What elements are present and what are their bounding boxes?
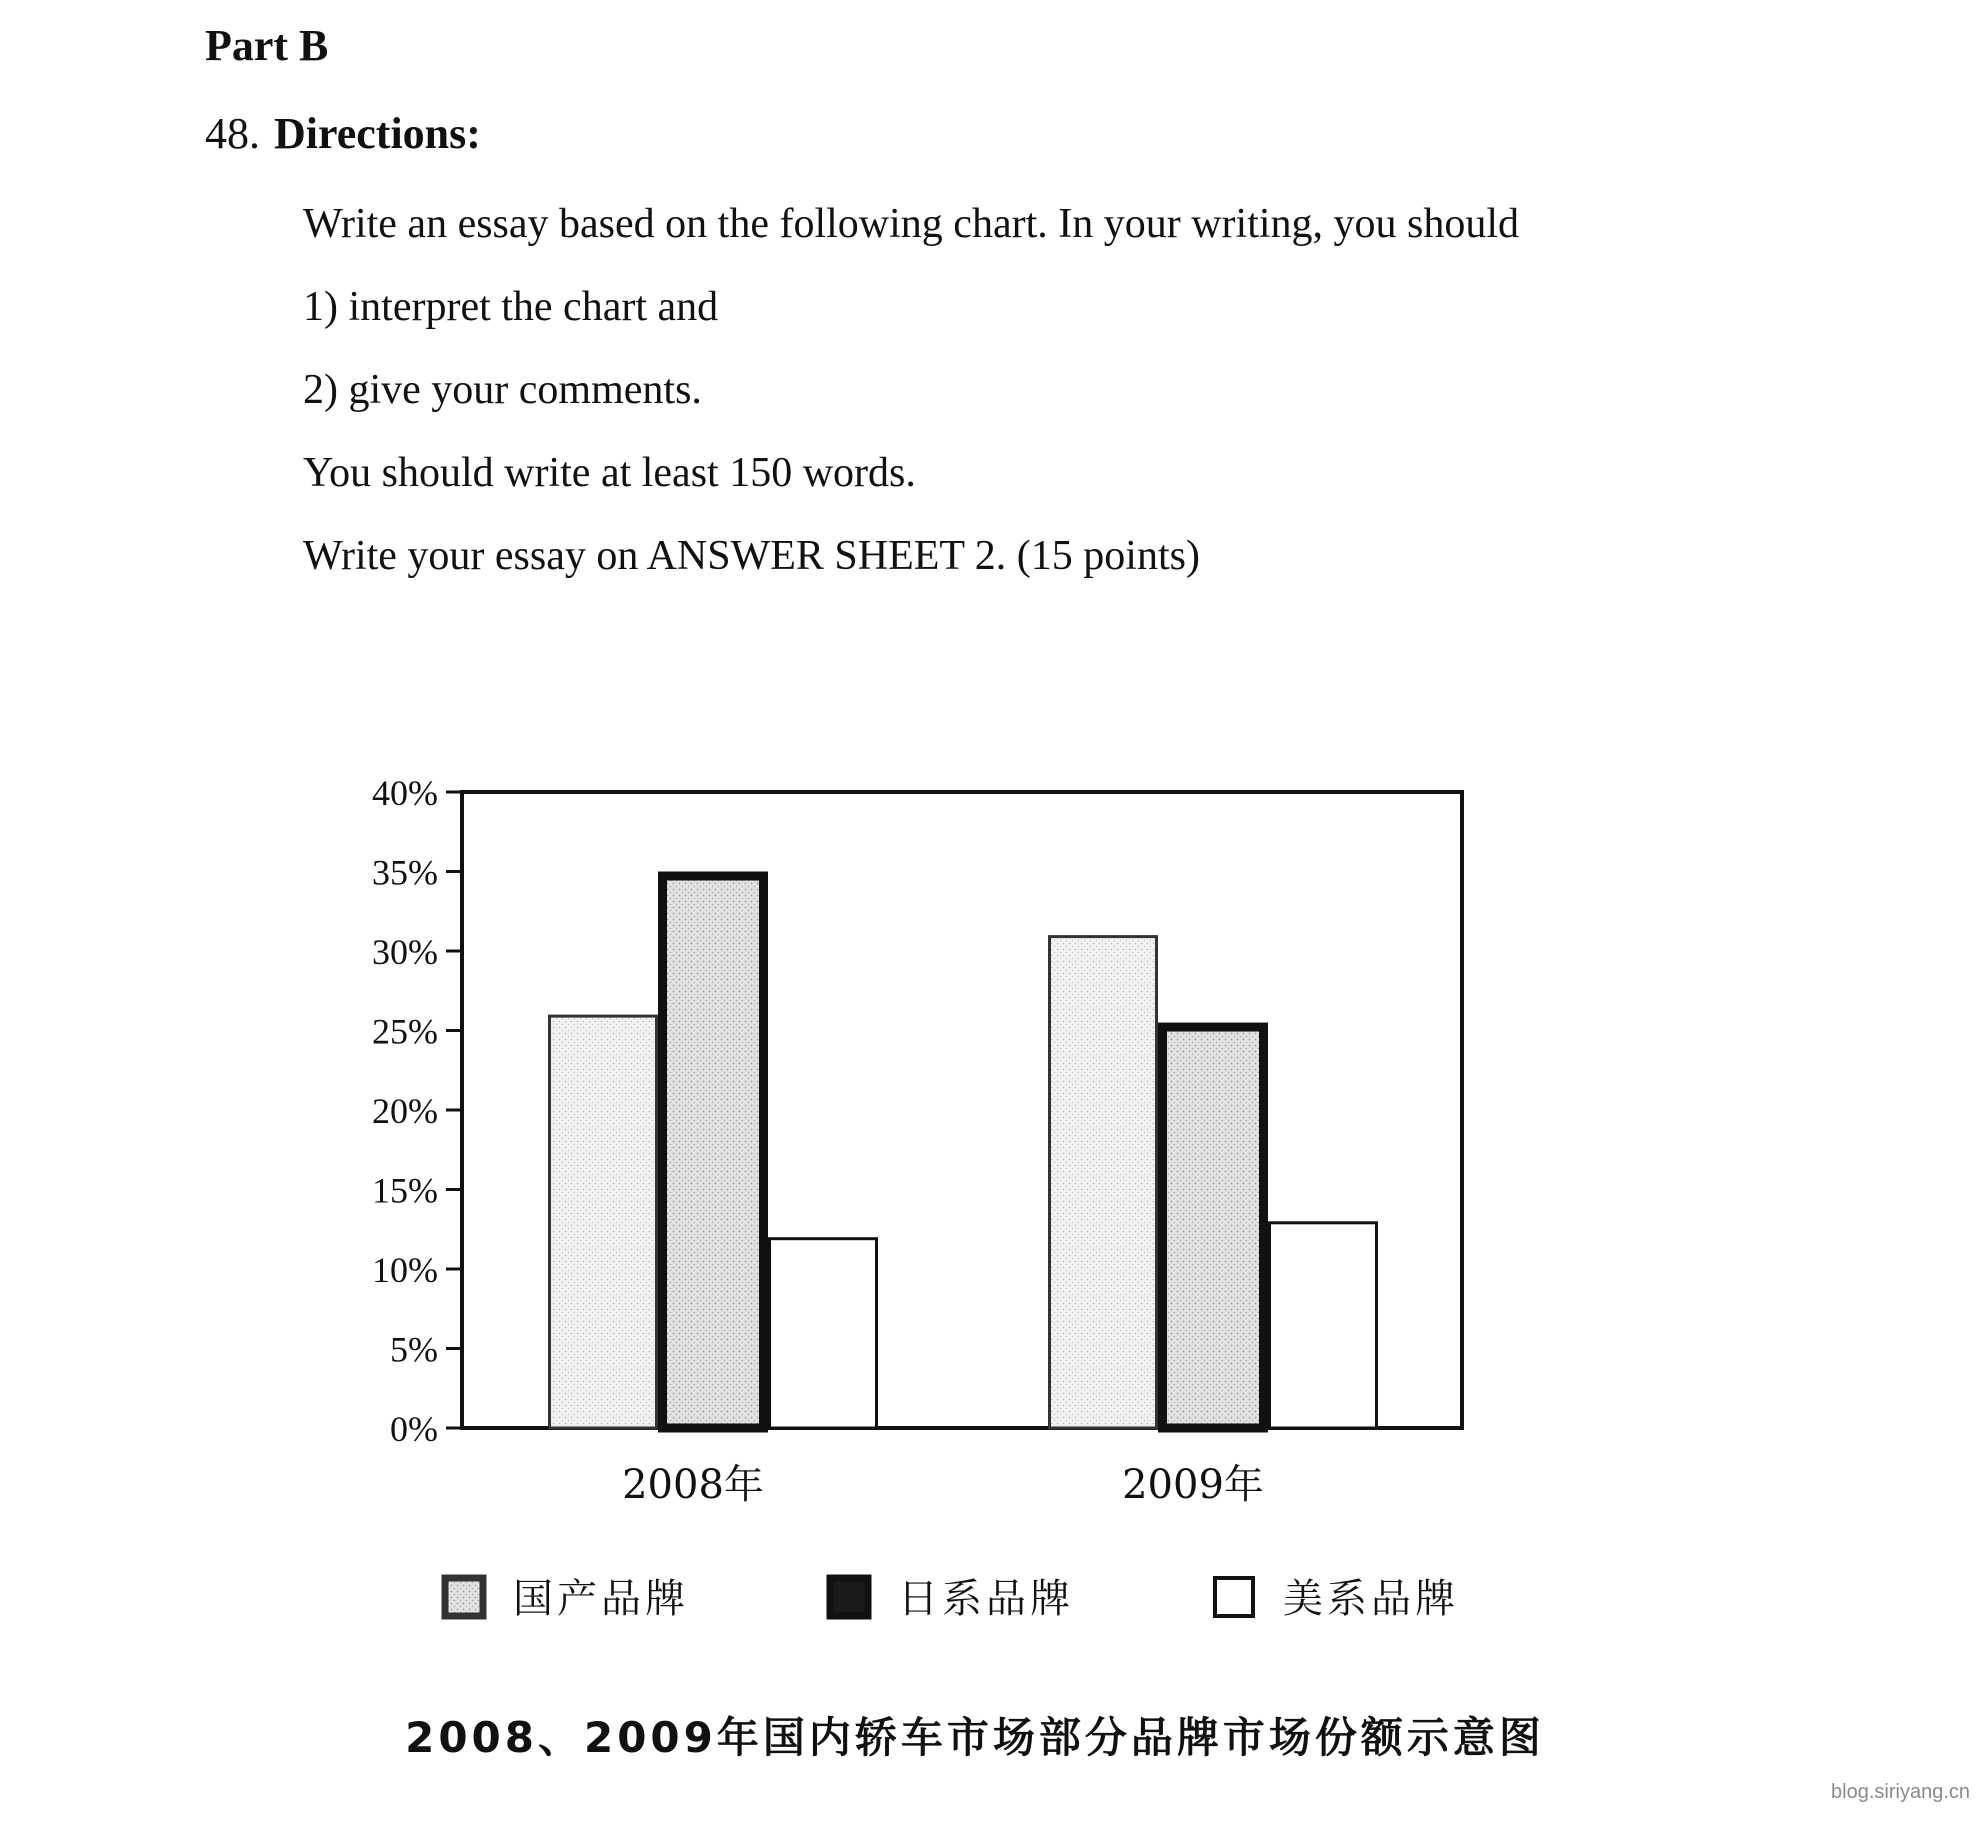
- bar-1-2009年: [1050, 937, 1157, 1428]
- part-title: Part B: [205, 21, 329, 70]
- bar-1-2008年: [550, 1016, 657, 1428]
- instruction-line-2: 1) interpret the chart and: [303, 284, 719, 330]
- y-tick-label: 20%: [372, 1091, 438, 1131]
- y-tick-label: 0%: [390, 1409, 438, 1449]
- question-number: 48.: [205, 109, 260, 158]
- bar-2-2008年: [663, 876, 764, 1428]
- x-category-label: 2008年: [622, 1462, 764, 1508]
- x-category-label: 2009年: [1122, 1462, 1264, 1508]
- instruction-line-3: 2) give your comments.: [303, 367, 702, 413]
- bar-2-2009年: [1163, 1027, 1264, 1428]
- y-tick-label: 10%: [372, 1250, 438, 1290]
- bar-3-2008年: [770, 1239, 877, 1428]
- legend-label-3: 美系品牌: [1283, 1576, 1459, 1622]
- instruction-line-1: Write an essay based on the following chart. In your writing, you should: [303, 201, 1520, 247]
- y-tick-label: 35%: [372, 852, 438, 893]
- watermark: blog.siriyang.cn: [1831, 1781, 1970, 1803]
- legend-swatch-1: [445, 1578, 483, 1616]
- y-tick-label: 5%: [390, 1329, 438, 1370]
- instruction-line-5: Write your essay on ANSWER SHEET 2. (15 points): [303, 533, 1200, 579]
- legend-label-1: 国产品牌: [513, 1576, 689, 1622]
- legend-swatch-2: [830, 1578, 868, 1616]
- y-tick-label: 15%: [372, 1170, 438, 1211]
- y-tick-label: 30%: [372, 932, 438, 972]
- y-tick-label: 25%: [372, 1011, 438, 1052]
- chart-title: 2008、2009年国内轿车市场部分品牌市场份额示意图: [405, 1713, 1545, 1762]
- y-tick-label: 40%: [372, 773, 438, 813]
- legend-label-2: 日系品牌: [898, 1576, 1074, 1622]
- legend-swatch-3: [1215, 1578, 1253, 1616]
- bar-3-2009年: [1270, 1223, 1377, 1428]
- instruction-line-4: You should write at least 150 words.: [303, 450, 916, 496]
- directions-label: Directions:: [274, 109, 481, 158]
